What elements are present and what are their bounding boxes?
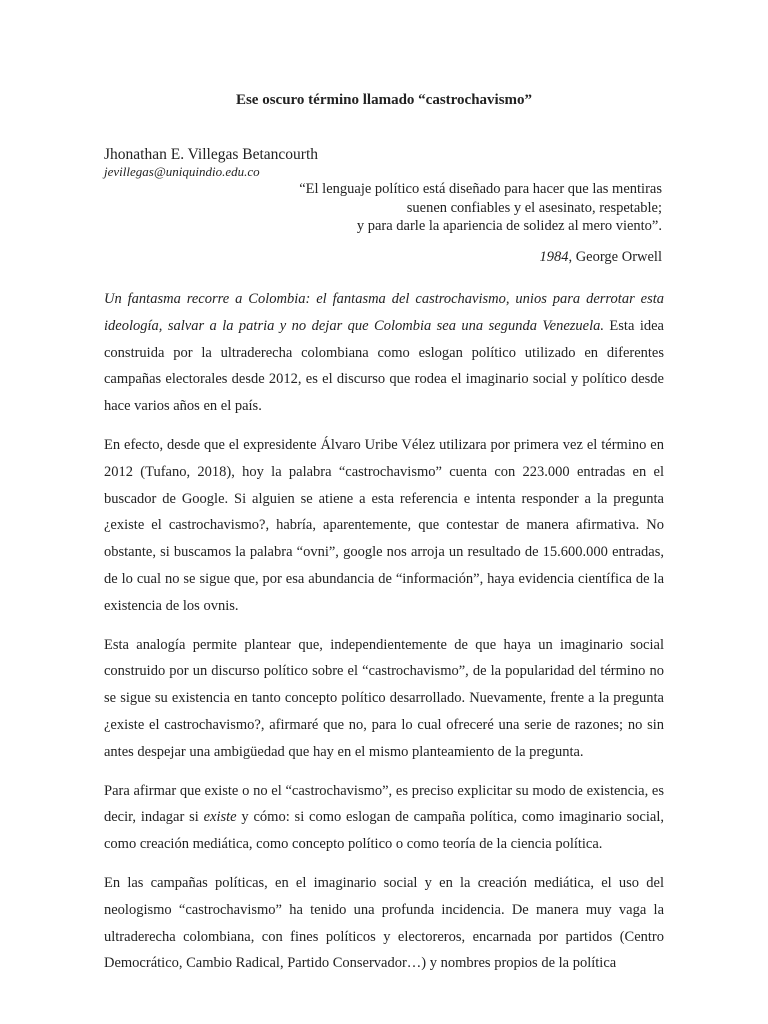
paragraph-4	[104, 778, 664, 858]
paragraph-5: En las campañas políticas, en el imaginario social y en la creación mediática, el uso del neologismo “castrochavismo” ha tenido una profunda incidencia. De manera muy vaga la ultraderecha colombiana, con fines políticos y electoreros, encarnada por partidos (Centro Democrático, Cambio Radical, Partido Conservador…) y nombres propios de la política	[104, 874, 664, 972]
epigraph-quote	[182, 180, 662, 236]
epigraph-attribution	[539, 249, 662, 266]
document-body	[104, 286, 664, 989]
author-name: Jhonathan E. Villegas Betancourth	[104, 146, 319, 163]
paragraph-1-lead: Un fantasma recorre a Colombia: el fantasma del castrochavismo, unios para derrotar esta ideología, salvar a la patria y no dejar que Colombia sea una segunda Venezuela.	[104, 291, 664, 334]
paragraph-4-text-b: y cómo: si como eslogan de campaña política, como imaginario social, como creación mediática, como concepto político o como teoría de la ciencia política.	[104, 809, 664, 853]
paragraph-4-text-a: Para afirmar que existe o no el “castrochavismo”, es preciso explicitar su modo de existencia, es decir, indagar si	[104, 782, 664, 826]
epigraph-line-1: “El lenguaje político está diseñado para hacer que las mentiras	[299, 181, 662, 197]
epigraph-line-2: suenen confiables y el asesinato, respetable;	[406, 199, 662, 216]
epigraph-line-3: y para darle la apariencia de solidez al mero viento”.	[356, 218, 662, 234]
paragraph-4-emphasis: existe	[203, 809, 237, 826]
author-email: jevillegas@uniquindio.edu.co	[104, 164, 260, 179]
paragraph-3: Esta analogía permite plantear que, independientemente de que haya un imaginario social construido por un discurso político sobre el “castrochavismo”, de la popularidad del término no se sigue su existencia en tanto concepto político desarrollado. Nuevamente, frente a la pregunta ¿existe el castrochavismo?, afirmaré que no, para lo cual ofreceré una serie de razones; no sin antes despejar una ambigüedad que hay en el mismo planteamiento de la pregunta.	[104, 636, 664, 760]
page-title: Ese oscuro término llamado “castrochavismo”	[235, 92, 533, 108]
paragraph-1	[104, 286, 664, 420]
attribution-author: , George Orwell	[568, 249, 662, 265]
paragraph-1-text: Esta idea construida por la ultraderecha colombiana como eslogan político utilizado en diferentes campañas electorales desde 2012, es el discurso que rodea el imaginario social y político desde hace varios años en el país.	[104, 317, 664, 415]
paragraph-2: En efecto, desde que el expresidente Álvaro Uribe Vélez utilizara por primera vez el término en 2012 (Tufano, 2018), hoy la palabra “castrochavismo” cuenta con 223.000 entradas en el buscador de Google. Si alguien se atiene a esta referencia e intenta responder a la pregunta ¿existe el castrochavismo?, habría, aparentemente, que contestar de manera afirmativa. No obstante, si buscamos la palabra “ovni”, google nos arroja un resultado de 15.600.000 entradas, de lo cual no se sigue que, por esa abundancia de “información”, haya evidencia científica de la existencia de los ovnis.	[104, 436, 664, 614]
attribution-work: 1984	[539, 249, 569, 265]
